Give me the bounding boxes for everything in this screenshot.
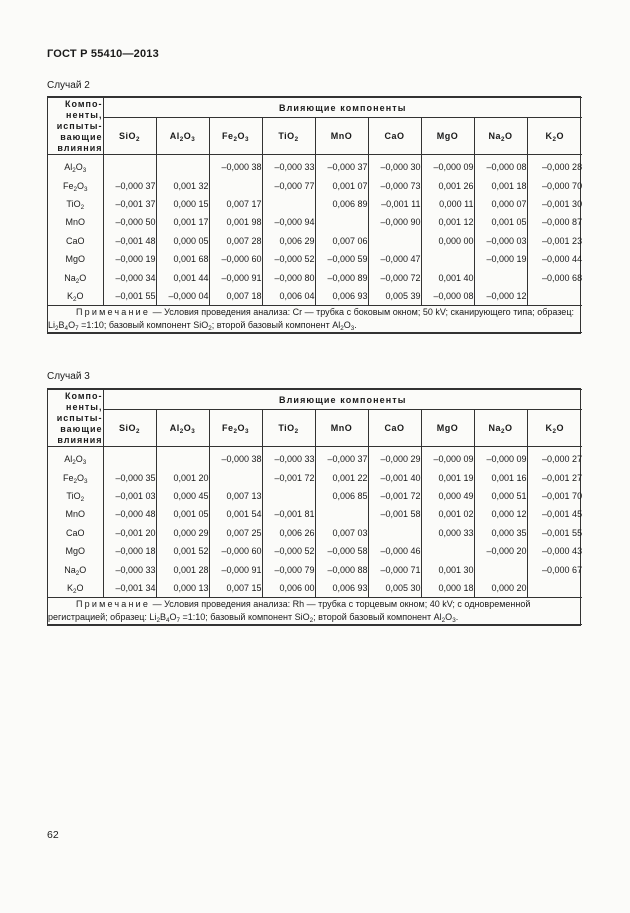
coefficient-cell bbox=[103, 447, 156, 469]
coefficient-cell: 0,007 13 bbox=[209, 487, 262, 505]
table-row bbox=[48, 213, 582, 231]
coefficient-cell bbox=[527, 579, 582, 598]
coefficient-cell: 0,001 22 bbox=[315, 468, 368, 486]
coefficient-cell: 0,007 15 bbox=[209, 579, 262, 598]
row-header-line: влияния bbox=[57, 142, 103, 153]
note-text: — Условия проведения анализа: Rh — трубка с торцевым окном; 40 kV; с одновременной регистрацией; образец: $Li_2B_4O_7$ =1:10; базовый компонент SiO$_2$; второй базовый компонент $Al_2O_3$. bbox=[48, 599, 531, 625]
table-row bbox=[48, 155, 582, 177]
coefficient-cell: –0,001 37 bbox=[103, 195, 156, 213]
coefficient-cell: 0,001 68 bbox=[156, 250, 209, 268]
table-row bbox=[48, 542, 582, 560]
coefficient-cell: –0,000 38 bbox=[209, 155, 262, 177]
data-table bbox=[48, 97, 582, 333]
coefficient-cell: –0,000 77 bbox=[262, 176, 315, 194]
coefficient-cell: –0,000 59 bbox=[315, 250, 368, 268]
column-header: $Al_2O_3$ bbox=[156, 410, 209, 447]
coefficient-cell: –0,000 08 bbox=[474, 155, 527, 177]
coefficient-cell: 0,001 02 bbox=[421, 505, 474, 523]
coefficient-cell: 0,006 26 bbox=[262, 524, 315, 542]
coefficient-cell: 0,001 05 bbox=[474, 213, 527, 231]
coefficient-cell: –0,001 55 bbox=[527, 524, 582, 542]
coefficient-cell: 0,007 17 bbox=[209, 195, 262, 213]
table-row bbox=[48, 195, 582, 213]
coefficient-cell: 0,001 05 bbox=[156, 505, 209, 523]
table-row bbox=[48, 268, 582, 286]
coefficient-cell: 0,007 18 bbox=[209, 287, 262, 306]
coefficient-cell bbox=[527, 287, 582, 306]
coefficient-cell: –0,000 70 bbox=[527, 176, 582, 194]
table-row bbox=[48, 560, 582, 578]
coefficient-cell bbox=[156, 447, 209, 469]
coefficient-cell bbox=[156, 155, 209, 177]
coefficient-cell: –0,000 73 bbox=[368, 176, 421, 194]
coefficient-cell: –0,000 33 bbox=[262, 447, 315, 469]
row-element: MgO bbox=[48, 542, 103, 560]
coefficient-cell: –0,000 91 bbox=[209, 560, 262, 578]
row-element: TiO$_2$ bbox=[48, 487, 103, 505]
row-element: $Na_2O$ bbox=[48, 560, 103, 578]
row-element: MnO bbox=[48, 213, 103, 231]
table-row bbox=[48, 287, 582, 306]
coefficient-cell: –0,001 72 bbox=[368, 487, 421, 505]
coefficient-cell: –0,000 50 bbox=[103, 213, 156, 231]
coefficient-cell: 0,005 39 bbox=[368, 287, 421, 306]
row-element: MgO bbox=[48, 250, 103, 268]
coefficient-cell: –0,001 34 bbox=[103, 579, 156, 598]
coefficient-cell: 0,001 12 bbox=[421, 213, 474, 231]
row-element: CaO bbox=[48, 232, 103, 250]
coefficient-cell: –0,000 46 bbox=[368, 542, 421, 560]
coefficient-cell: –0,000 87 bbox=[527, 213, 582, 231]
note-text: — Условия проведения анализа: Cr — трубка с боковым окном; 50 kV; сканирующего типа; образец: $Li_2B_4O_7$ =1:10; базовый компонент SiO$_2$; второй базовый компонент $Al_2O_3$. bbox=[48, 307, 574, 333]
coefficient-cell: 0,007 25 bbox=[209, 524, 262, 542]
coefficient-cell: 0,001 52 bbox=[156, 542, 209, 560]
table-row bbox=[48, 579, 582, 598]
coefficient-cell: 0,000 51 bbox=[474, 487, 527, 505]
column-header: $K_2O$ bbox=[527, 410, 582, 447]
coefficient-cell: –0,001 40 bbox=[368, 468, 421, 486]
row-element: CaO bbox=[48, 524, 103, 542]
group-header: Влияющие компоненты bbox=[103, 98, 582, 118]
page-number: 62 bbox=[47, 829, 59, 841]
table-row bbox=[48, 176, 582, 194]
coefficient-cell: –0,000 09 bbox=[421, 447, 474, 469]
coefficient-cell: 0,000 00 bbox=[421, 232, 474, 250]
document-title: ГОСТ Р 55410—2013 bbox=[47, 48, 159, 60]
coefficient-cell: –0,000 08 bbox=[421, 287, 474, 306]
coefficient-cell: –0,000 27 bbox=[527, 447, 582, 469]
coefficient-cell: 0,000 07 bbox=[474, 195, 527, 213]
coefficient-cell: –0,000 09 bbox=[474, 447, 527, 469]
coefficient-cell: –0,000 29 bbox=[368, 447, 421, 469]
coefficient-cell: –0,000 04 bbox=[156, 287, 209, 306]
row-header-line: вающие bbox=[60, 131, 103, 142]
coefficient-cell: –0,000 47 bbox=[368, 250, 421, 268]
coefficient-cell: 0,000 13 bbox=[156, 579, 209, 598]
row-header-line: Компо- bbox=[65, 98, 103, 109]
coefficient-cell: –0,000 89 bbox=[315, 268, 368, 286]
coefficient-cell bbox=[103, 155, 156, 177]
coefficient-cell bbox=[421, 542, 474, 560]
coefficient-cell: –0,000 33 bbox=[103, 560, 156, 578]
coefficient-cell: –0,000 30 bbox=[368, 155, 421, 177]
coefficient-cell: –0,001 03 bbox=[103, 487, 156, 505]
coefficient-cell: 0,001 20 bbox=[156, 468, 209, 486]
note-prefix: Примечание bbox=[76, 599, 151, 610]
coefficient-cell: –0,000 37 bbox=[315, 447, 368, 469]
column-header: TiO$_2$ bbox=[262, 118, 315, 155]
coefficient-cell bbox=[262, 487, 315, 505]
coefficient-cell: –0,000 38 bbox=[209, 447, 262, 469]
column-header: $Na_2O$ bbox=[474, 410, 527, 447]
coefficient-cell: –0,001 70 bbox=[527, 487, 582, 505]
coefficient-cell: –0,000 80 bbox=[262, 268, 315, 286]
coefficient-cell: 0,001 44 bbox=[156, 268, 209, 286]
row-element: $Fe_2O_3$ bbox=[48, 468, 103, 486]
coefficient-cell: –0,000 44 bbox=[527, 250, 582, 268]
coefficient-cell: –0,000 28 bbox=[527, 155, 582, 177]
row-header-cell bbox=[48, 390, 103, 447]
coefficient-cell: –0,000 43 bbox=[527, 542, 582, 560]
coefficient-cell: –0,000 35 bbox=[103, 468, 156, 486]
coefficient-cell: –0,000 37 bbox=[315, 155, 368, 177]
coefficient-cell: –0,000 72 bbox=[368, 268, 421, 286]
row-header-line: вающие bbox=[60, 423, 103, 434]
coefficient-cell: 0,006 85 bbox=[315, 487, 368, 505]
coefficient-cell bbox=[315, 505, 368, 523]
column-header: $K_2O$ bbox=[527, 118, 582, 155]
coefficient-cell: –0,000 33 bbox=[262, 155, 315, 177]
coefficient-cell: –0,000 94 bbox=[262, 213, 315, 231]
coefficient-cell bbox=[474, 268, 527, 286]
coefficient-cell bbox=[209, 176, 262, 194]
table-row bbox=[48, 232, 582, 250]
coefficient-cell: –0,000 19 bbox=[474, 250, 527, 268]
row-element: TiO$_2$ bbox=[48, 195, 103, 213]
row-element: $K_2O$ bbox=[48, 579, 103, 598]
coefficient-cell bbox=[262, 195, 315, 213]
coefficient-cell bbox=[209, 468, 262, 486]
coefficient-cell: –0,000 34 bbox=[103, 268, 156, 286]
coefficient-cell: 0,001 26 bbox=[421, 176, 474, 194]
coefficient-cell: 0,000 12 bbox=[474, 505, 527, 523]
coefficient-cell: –0,001 81 bbox=[262, 505, 315, 523]
coefficient-cell: 0,006 93 bbox=[315, 579, 368, 598]
coefficient-cell: –0,000 20 bbox=[474, 542, 527, 560]
coefficient-cell: 0,000 20 bbox=[474, 579, 527, 598]
table-row bbox=[48, 524, 582, 542]
coefficient-cell: –0,000 52 bbox=[262, 542, 315, 560]
group-header: Влияющие компоненты bbox=[103, 390, 582, 410]
coefficient-cell: –0,000 09 bbox=[421, 155, 474, 177]
row-element: $Fe_2O_3$ bbox=[48, 176, 103, 194]
coefficient-cell bbox=[474, 560, 527, 578]
data-table bbox=[48, 389, 582, 625]
coefficient-cell bbox=[315, 213, 368, 231]
column-header: MnO bbox=[315, 118, 368, 155]
coefficient-cell: –0,001 48 bbox=[103, 232, 156, 250]
coefficient-cell: 0,000 05 bbox=[156, 232, 209, 250]
coefficient-cell: –0,000 60 bbox=[209, 250, 262, 268]
column-header: $Al_2O_3$ bbox=[156, 118, 209, 155]
column-header: $Na_2O$ bbox=[474, 118, 527, 155]
column-header: CaO bbox=[368, 118, 421, 155]
case-3-label: Случай 3 bbox=[47, 371, 90, 382]
row-header-cell bbox=[48, 98, 103, 155]
table-note bbox=[48, 598, 582, 625]
coefficient-cell: –0,001 11 bbox=[368, 195, 421, 213]
coefficient-cell: 0,007 03 bbox=[315, 524, 368, 542]
coefficient-cell: 0,006 04 bbox=[262, 287, 315, 306]
coefficient-cell: –0,000 52 bbox=[262, 250, 315, 268]
coefficient-cell: 0,006 29 bbox=[262, 232, 315, 250]
case-2-label: Случай 2 bbox=[47, 80, 90, 91]
coefficient-cell: 0,001 07 bbox=[315, 176, 368, 194]
coefficient-cell: 0,007 28 bbox=[209, 232, 262, 250]
coefficient-cell: 0,000 49 bbox=[421, 487, 474, 505]
row-header-line: влияния bbox=[57, 434, 103, 445]
coefficient-cell: –0,000 60 bbox=[209, 542, 262, 560]
note-prefix: Примечание bbox=[76, 307, 151, 318]
coefficient-cell: 0,007 06 bbox=[315, 232, 368, 250]
coefficient-cell: 0,001 40 bbox=[421, 268, 474, 286]
row-element: $Na_2O$ bbox=[48, 268, 103, 286]
row-header-line: испыты- bbox=[56, 120, 103, 131]
coefficient-cell: 0,000 29 bbox=[156, 524, 209, 542]
table-row bbox=[48, 505, 582, 523]
coefficient-cell: 0,001 30 bbox=[421, 560, 474, 578]
coefficient-cell bbox=[368, 524, 421, 542]
coefficient-cell: 0,000 35 bbox=[474, 524, 527, 542]
coefficient-cell: –0,000 18 bbox=[103, 542, 156, 560]
coefficient-cell: 0,001 18 bbox=[474, 176, 527, 194]
column-header: MgO bbox=[421, 118, 474, 155]
coefficient-cell: 0,006 89 bbox=[315, 195, 368, 213]
row-header-line: Компо- bbox=[65, 390, 103, 401]
row-element: MnO bbox=[48, 505, 103, 523]
column-header: $Fe_2O_3$ bbox=[209, 410, 262, 447]
column-header: SiO$_2$ bbox=[103, 118, 156, 155]
row-element: $K_2O$ bbox=[48, 287, 103, 306]
coefficient-cell: –0,000 67 bbox=[527, 560, 582, 578]
table-note bbox=[48, 306, 582, 333]
column-header: MnO bbox=[315, 410, 368, 447]
coefficient-cell: 0,005 30 bbox=[368, 579, 421, 598]
coefficient-cell: 0,001 16 bbox=[474, 468, 527, 486]
table-row bbox=[48, 468, 582, 486]
coefficient-cell: 0,006 00 bbox=[262, 579, 315, 598]
coefficient-cell bbox=[368, 232, 421, 250]
column-header: MgO bbox=[421, 410, 474, 447]
row-header-line: ненты, bbox=[66, 401, 103, 412]
column-header: SiO$_2$ bbox=[103, 410, 156, 447]
coefficient-cell: 0,000 15 bbox=[156, 195, 209, 213]
row-element: $Al_2O_3$ bbox=[48, 447, 103, 469]
coefficient-cell: 0,000 45 bbox=[156, 487, 209, 505]
coefficient-cell: 0,001 19 bbox=[421, 468, 474, 486]
coefficient-cell: –0,001 55 bbox=[103, 287, 156, 306]
coefficient-cell: –0,000 12 bbox=[474, 287, 527, 306]
coefficient-cell: 0,001 32 bbox=[156, 176, 209, 194]
coefficient-cell: –0,000 71 bbox=[368, 560, 421, 578]
row-header-line: ненты, bbox=[66, 109, 103, 120]
coefficient-cell: –0,001 20 bbox=[103, 524, 156, 542]
coefficient-cell: –0,001 27 bbox=[527, 468, 582, 486]
table-row bbox=[48, 250, 582, 268]
coefficient-cell: –0,000 03 bbox=[474, 232, 527, 250]
table-row bbox=[48, 487, 582, 505]
row-header-line: испыты- bbox=[56, 412, 103, 423]
coefficient-cell: –0,000 88 bbox=[315, 560, 368, 578]
coefficient-cell bbox=[421, 250, 474, 268]
row-element: $Al_2O_3$ bbox=[48, 155, 103, 177]
coefficient-cell: –0,001 58 bbox=[368, 505, 421, 523]
column-header: $Fe_2O_3$ bbox=[209, 118, 262, 155]
coefficient-cell: –0,001 30 bbox=[527, 195, 582, 213]
coefficient-cell: 0,001 28 bbox=[156, 560, 209, 578]
coefficient-cell: –0,001 23 bbox=[527, 232, 582, 250]
coefficient-cell: –0,000 68 bbox=[527, 268, 582, 286]
coefficient-cell: 0,001 17 bbox=[156, 213, 209, 231]
coefficient-cell: 0,001 98 bbox=[209, 213, 262, 231]
coefficient-cell: –0,000 19 bbox=[103, 250, 156, 268]
table-row bbox=[48, 447, 582, 469]
coefficient-cell: –0,000 58 bbox=[315, 542, 368, 560]
coefficient-cell: 0,006 93 bbox=[315, 287, 368, 306]
coefficient-cell: 0,000 33 bbox=[421, 524, 474, 542]
coefficient-cell: –0,001 72 bbox=[262, 468, 315, 486]
coefficient-cell: –0,000 90 bbox=[368, 213, 421, 231]
coefficient-cell: –0,001 45 bbox=[527, 505, 582, 523]
coefficient-cell: 0,000 18 bbox=[421, 579, 474, 598]
coefficient-cell: –0,000 48 bbox=[103, 505, 156, 523]
coefficient-cell: –0,000 79 bbox=[262, 560, 315, 578]
coefficient-cell: 0,001 54 bbox=[209, 505, 262, 523]
column-header: TiO$_2$ bbox=[262, 410, 315, 447]
coefficient-cell: –0,000 91 bbox=[209, 268, 262, 286]
coefficient-cell: 0,000 11 bbox=[421, 195, 474, 213]
case-2-table bbox=[47, 96, 581, 334]
column-header: CaO bbox=[368, 410, 421, 447]
coefficient-cell: –0,000 37 bbox=[103, 176, 156, 194]
case-3-table bbox=[47, 388, 581, 626]
